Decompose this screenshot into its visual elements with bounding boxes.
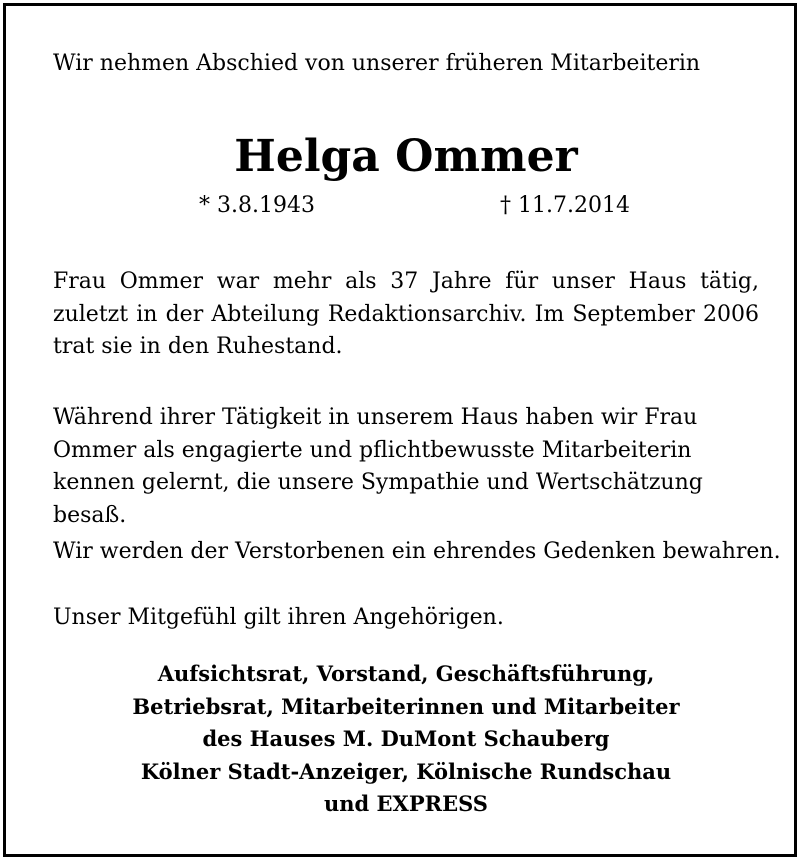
signature-line: und EXPRESS [324,791,488,816]
signature-line: Aufsichtsrat, Vorstand, Geschäftsführung, [157,661,655,686]
intro-text: Wir nehmen Abschied von unserer früheren Mitarbeiterin [53,51,701,76]
birth-date: * 3.8.1943 [199,193,315,218]
signature-line: des Hauses M. DuMont Schauberg [202,726,610,751]
paragraph-condolence: Unser Mitgefühl gilt ihren Angehörigen. [53,605,504,630]
death-date: † 11.7.2014 [500,193,630,218]
signature-block [53,658,759,821]
signature-line: Kölner Stadt-Anzeiger, Kölnische Rundschau [140,758,672,784]
life-dates [53,192,759,222]
deceased-name: Helga Ommer [234,131,578,182]
paragraph-remembrance: Wir werden der Verstorbenen ein ehrendes Gedenken bewahren. [53,539,781,564]
paragraph-tribute: Während ihrer Tätigkeit in unserem Haus haben wir Frau Ommer als engagierte und pflichtbewusste Mitarbeiterin kennen gelernt, die unsere Sympathie und Wertschätzung besaß. [53,405,703,528]
paragraph-career: Frau Ommer war mehr als 37 Jahre für unser Haus tätig, zuletzt in der Abteilung Redaktionsarchiv. Im September 2006 trat sie in den Ruhestand. [53,269,759,359]
obituary-frame [3,3,797,857]
signature-line: Betriebsrat, Mitarbeiterinnen und Mitarbeiter [132,693,680,719]
